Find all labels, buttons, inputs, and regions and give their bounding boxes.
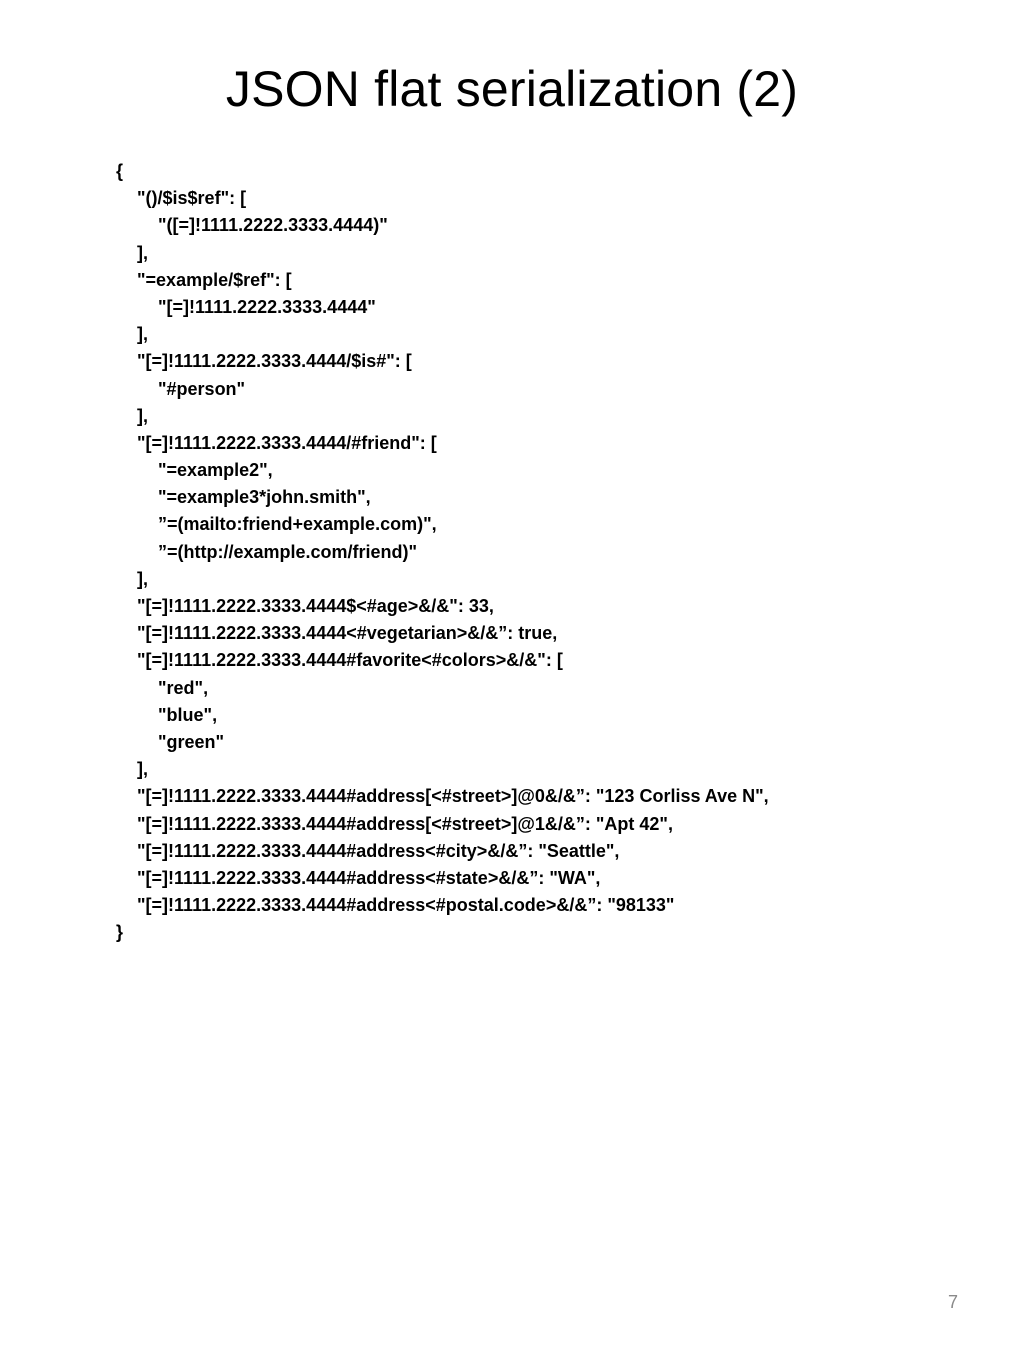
code-line: "[=]!1111.2222.3333.4444#address[<#street>]@1&/&”: "Apt 42", (137, 813, 673, 834)
page-number: 7 (947, 1292, 958, 1312)
code-line: "=example/$ref": [ (137, 269, 292, 290)
code-line: "([=]!1111.2222.3333.4444)" (158, 215, 388, 236)
code-line: "blue", (158, 704, 218, 725)
code-line: ”=(http://example.com/friend)" (158, 541, 418, 562)
json-code-block (116, 158, 976, 946)
code-line: "#person" (158, 378, 246, 399)
code-line: "green" (158, 731, 225, 752)
code-line: "[=]!1111.2222.3333.4444/$is#": [ (137, 351, 412, 372)
slide-title: JSON flat serialization (2) (225, 61, 799, 117)
code-line: "[=]!1111.2222.3333.4444#favorite<#colors>&/&": [ (137, 650, 563, 671)
code-line: "[=]!1111.2222.3333.4444$<#age>&/&": 33, (137, 596, 494, 616)
code-line: ], (137, 324, 148, 345)
code-line: "[=]!1111.2222.3333.4444#address<#city>&/&”: "Seattle", (137, 840, 620, 861)
code-line: } (116, 922, 124, 943)
code-line: ], (137, 242, 148, 263)
code-line: ], (137, 405, 148, 426)
code-line: "[=]!1111.2222.3333.4444#address<#state>&/&”: "WA", (137, 867, 601, 888)
code-line: "[=]!1111.2222.3333.4444/#friend": [ (137, 432, 437, 453)
code-line: "=example2", (158, 460, 273, 481)
code-line: "[=]!1111.2222.3333.4444<#vegetarian>&/&”: true, (137, 623, 558, 644)
code-line: ], (137, 568, 148, 589)
code-line: ”=(mailto:friend+example.com)", (158, 514, 437, 535)
code-line: ], (137, 759, 148, 780)
code-line: "[=]!1111.2222.3333.4444#address<#postal.code>&/&”: "98133" (137, 895, 675, 916)
code-line: { (116, 161, 124, 181)
code-line: "[=]!1111.2222.3333.4444" (158, 296, 376, 317)
code-line: "[=]!1111.2222.3333.4444#address[<#street>]@0&/&”: "123 Corliss Ave N", (137, 786, 769, 807)
code-line: "()/$is$ref": [ (137, 188, 247, 209)
code-line: "red", (158, 677, 209, 698)
code-line: "=example3*john.smith", (158, 487, 371, 508)
